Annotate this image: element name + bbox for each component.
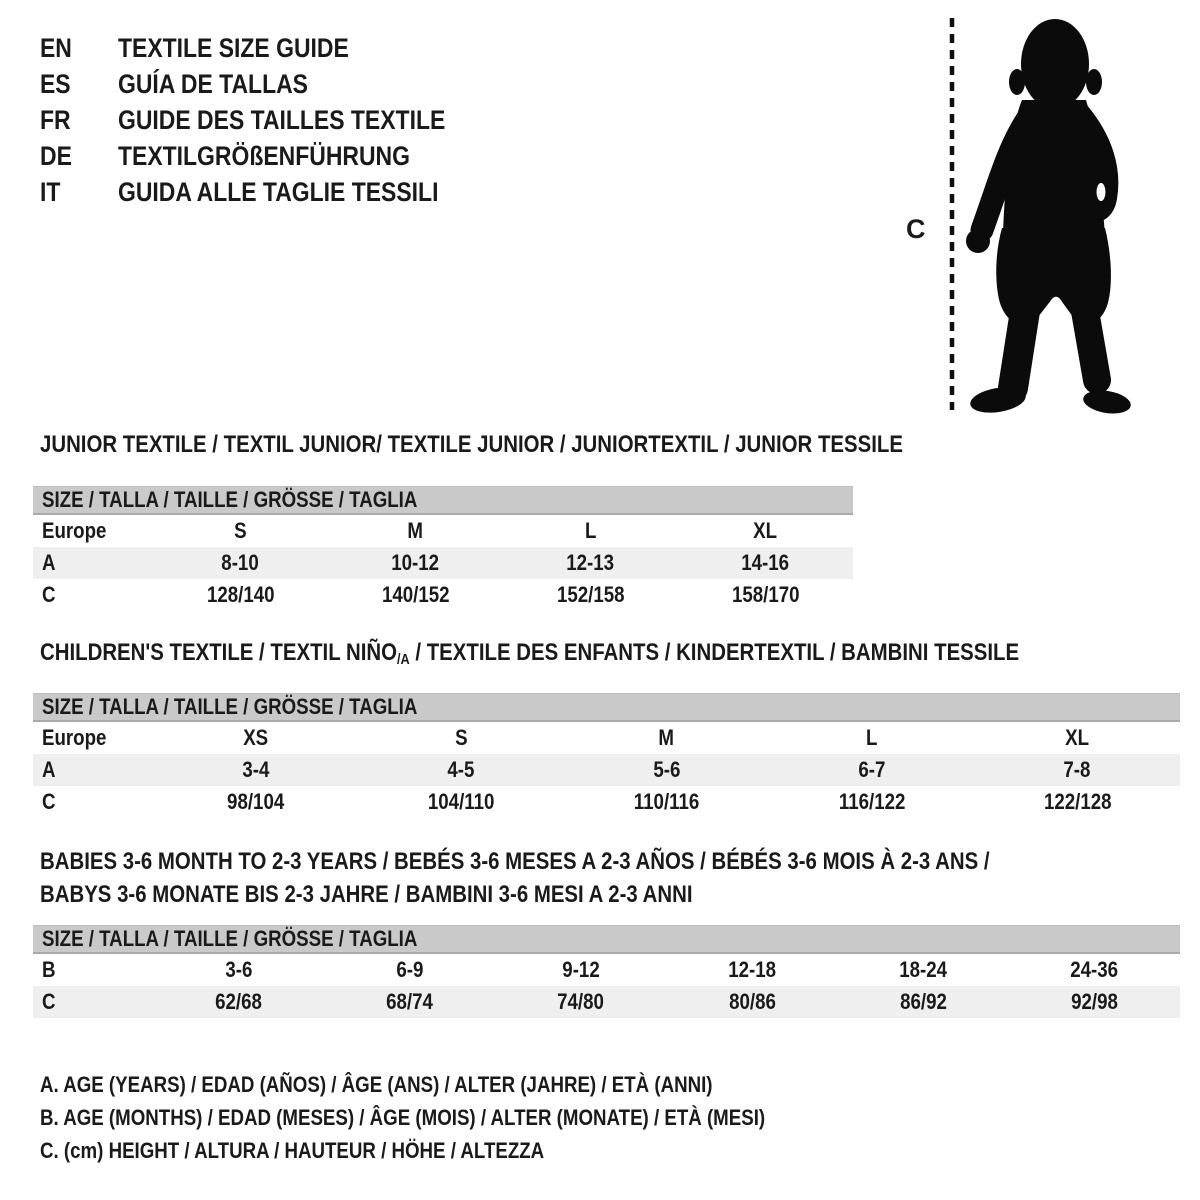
- language-row-en: [40, 30, 503, 66]
- language-code: FR: [40, 104, 71, 135]
- table-row-c: [33, 786, 1180, 818]
- height-measure-figure: [900, 8, 1180, 433]
- size-cell: 14-16: [741, 550, 790, 575]
- row-label: A: [42, 550, 56, 575]
- size-cell: 122/128: [1043, 789, 1112, 814]
- size-cell: 104/110: [427, 789, 495, 814]
- size-cell: XL: [1065, 725, 1090, 750]
- size-cell: 6-9: [396, 957, 424, 982]
- size-cell: 92/98: [1071, 989, 1118, 1014]
- table-row-c: [33, 579, 853, 611]
- size-cell: M: [407, 518, 424, 543]
- table-row-a: [33, 754, 1180, 786]
- legend-line-a: A. AGE (YEARS) / EDAD (AÑOS) / ÂGE (ANS) / ALTER (JAHRE) / ETÀ (ANNI): [40, 1071, 713, 1097]
- c-measure-label: C: [906, 214, 926, 244]
- size-cell: 9-12: [562, 957, 600, 982]
- size-cell: L: [584, 518, 597, 543]
- size-table-childrens: [33, 693, 1180, 818]
- size-cell: 140/152: [381, 582, 450, 607]
- size-cell: 24-36: [1070, 957, 1119, 982]
- toddler-silhouette-icon: [900, 8, 1180, 433]
- row-label: C: [42, 989, 56, 1014]
- language-code: DE: [40, 140, 72, 171]
- size-cell: 4-5: [447, 757, 475, 782]
- size-cell: S: [454, 725, 468, 750]
- row-label: Europe: [42, 518, 107, 543]
- size-cell: 128/140: [206, 582, 275, 607]
- row-label: Europe: [42, 725, 107, 750]
- size-cell: 5-6: [652, 757, 681, 782]
- size-cell: 7-8: [1063, 757, 1091, 782]
- language-title: GUÍA DE TALLAS: [118, 68, 308, 99]
- legend-line-c: C. (cm) HEIGHT / ALTURA / HAUTEUR / HÖHE / ALTEZZA: [40, 1137, 545, 1163]
- size-cell: L: [866, 725, 878, 750]
- size-cell: 8-10: [221, 550, 260, 575]
- size-cell: 152/158: [556, 582, 625, 607]
- language-code: IT: [40, 176, 61, 207]
- size-cell: 12-18: [728, 957, 777, 982]
- subscript-a: /A: [396, 651, 410, 668]
- language-title-block: [40, 30, 503, 210]
- size-cell: 18-24: [899, 957, 948, 982]
- size-cell: S: [234, 518, 247, 543]
- size-cell: XL: [753, 518, 778, 543]
- row-label: A: [42, 757, 56, 782]
- language-row-es: [40, 66, 503, 102]
- table-row-c: [33, 986, 1180, 1018]
- language-code: ES: [40, 68, 71, 99]
- size-cell: M: [658, 725, 675, 750]
- row-label: C: [42, 789, 56, 814]
- size-cell: XS: [243, 725, 269, 750]
- table-row-europe: [33, 515, 853, 547]
- row-label: B: [42, 957, 56, 982]
- table-row-europe: [33, 722, 1180, 754]
- size-table-header: SIZE / TALLA / TAILLE / GRÖSSE / TAGLIA: [33, 486, 853, 515]
- legend: [40, 1068, 893, 1167]
- size-table-junior: [33, 486, 853, 611]
- size-table-header: SIZE / TALLA / TAILLE / GRÖSSE / TAGLIA: [33, 925, 1180, 954]
- language-code: EN: [40, 32, 72, 63]
- language-row-fr: [40, 102, 503, 138]
- size-cell: 68/74: [386, 989, 434, 1014]
- size-table-babies: [33, 925, 1180, 1018]
- size-cell: 98/104: [227, 789, 285, 814]
- size-cell: 158/170: [731, 582, 800, 607]
- table-row-b: [33, 954, 1180, 986]
- language-row-it: [40, 174, 503, 210]
- size-cell: 10-12: [391, 550, 440, 575]
- size-cell: 110/116: [633, 789, 700, 814]
- legend-line-b: B. AGE (MONTHS) / EDAD (MESES) / ÂGE (MOIS) / ALTER (MONATE) / ETÀ (MESI): [40, 1104, 766, 1130]
- row-label: C: [42, 582, 56, 607]
- junior-section-title: JUNIOR TEXTILE / TEXTIL JUNIOR/ TEXTILE JUNIOR / JUNIORTEXTIL / JUNIOR TESSILE: [40, 431, 903, 458]
- size-table-header: SIZE / TALLA / TAILLE / GRÖSSE / TAGLIA: [33, 693, 1180, 722]
- language-title: TEXTILGRÖßENFÜHRUNG: [118, 140, 410, 171]
- language-title: GUIDA ALLE TAGLIE TESSILI: [118, 176, 439, 207]
- size-cell: 116/122: [838, 789, 906, 814]
- size-cell: 3-4: [242, 757, 270, 782]
- language-title: GUIDE DES TAILLES TEXTILE: [118, 104, 446, 135]
- size-cell: 62/68: [215, 989, 262, 1014]
- language-row-de: [40, 138, 503, 174]
- table-row-a: [33, 547, 853, 579]
- size-cell: 86/92: [899, 989, 947, 1014]
- childrens-section-title: CHILDREN'S TEXTILE / TEXTIL NIÑO/A / TEXTILE DES ENFANTS / KINDERTEXTIL / BAMBINI TESSILE: [40, 639, 1020, 668]
- size-cell: 74/80: [557, 989, 605, 1014]
- babies-section-title: BABIES 3-6 MONTH TO 2-3 YEARS / BEBÉS 3-6 MESES A 2-3 AÑOS / BÉBÉS 3-6 MOIS À 2-3 ANS / BABYS 3-6 MONATE BIS 2-3 JAHRE / BAMBINI 3-6 MESI A 2-3 ANNI: [40, 848, 990, 908]
- size-cell: 80/86: [728, 989, 776, 1014]
- language-title: TEXTILE SIZE GUIDE: [118, 32, 349, 63]
- size-cell: 6-7: [858, 757, 886, 782]
- size-cell: 3-6: [225, 957, 253, 982]
- size-cell: 12-13: [566, 550, 615, 575]
